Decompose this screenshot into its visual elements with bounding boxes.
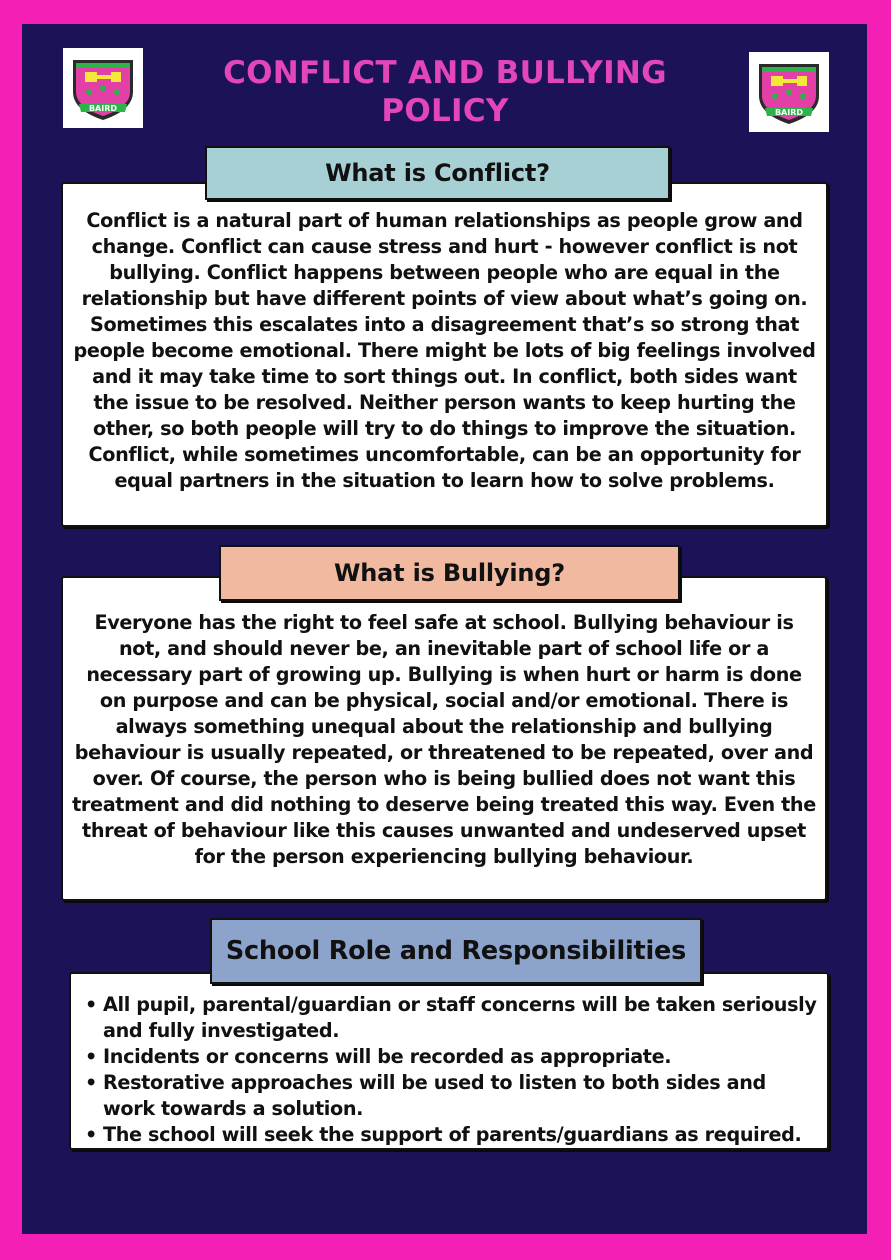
list-item: • Incidents or concerns will be recorded as appropriate. — [85, 1044, 823, 1070]
school-crest-icon — [67, 52, 139, 124]
school-logo-right — [749, 52, 829, 132]
school-logo-left — [63, 48, 143, 128]
page-title — [172, 54, 718, 130]
bullying-heading: What is Bullying? — [219, 545, 680, 601]
svg-text:BAIRD: BAIRD — [88, 104, 118, 113]
list-item: • The school will seek the support of parents/guardians as required. — [85, 1122, 823, 1148]
svg-text:BAIRD: BAIRD — [774, 108, 804, 117]
bullying-text: Everyone has the right to feel safe at school. Bullying behaviour is not, and should never be, an inevitable part of school life or a necessary part of growing up. Bullying is when hurt or harm is done on purpose and can be physical, social and/or emotional. There is always something unequal about the relationship and bullying behaviour is usually repeated, or threatened to be repeated, over and over. Of course, the person who is being bullied does not want this treatment and did nothing to deserve being treated this way. Even the threat of behaviour like this causes unwanted and undeserved upset for the person experiencing bullying behaviour. — [72, 611, 816, 868]
responsibilities-list — [85, 992, 823, 1148]
conflict-text: Conflict is a natural part of human relationships as people grow and change. Conflict can cause stress and hurt - however conflict is not bullying. Conflict happens between people who are equal in the relationship but have different points of view about what’s going on. Sometimes this escalates into a disagreement that’s so strong that people become emotional. There might be lots of big feelings involved and it may take time to sort things out. In conflict, both sides want the issue to be resolved. Neither person wants to keep hurting the other, so both people will try to do things to improve the situation. Conflict, while sometimes uncomfortable, can be an opportunity for equal partners in the situation to learn how to solve problems. — [73, 209, 816, 492]
page-title-line-1: CONFLICT AND BULLYING — [223, 55, 667, 91]
school-responsibilities-box — [69, 972, 829, 1150]
list-item: • All pupil, parental/guardian or staff concerns will be taken seriously and fully investigated. — [85, 992, 823, 1044]
conflict-text-box — [61, 182, 828, 527]
conflict-heading: What is Conflict? — [205, 146, 670, 200]
page-title-line-2: POLICY — [381, 93, 509, 129]
poster-background — [22, 24, 867, 1234]
list-item: • Restorative approaches will be used to listen to both sides and work towards a solution. — [85, 1070, 823, 1122]
school-crest-icon — [753, 56, 825, 128]
school-responsibilities-heading: School Role and Responsibilities — [210, 918, 702, 984]
bullying-text-box — [61, 576, 827, 901]
